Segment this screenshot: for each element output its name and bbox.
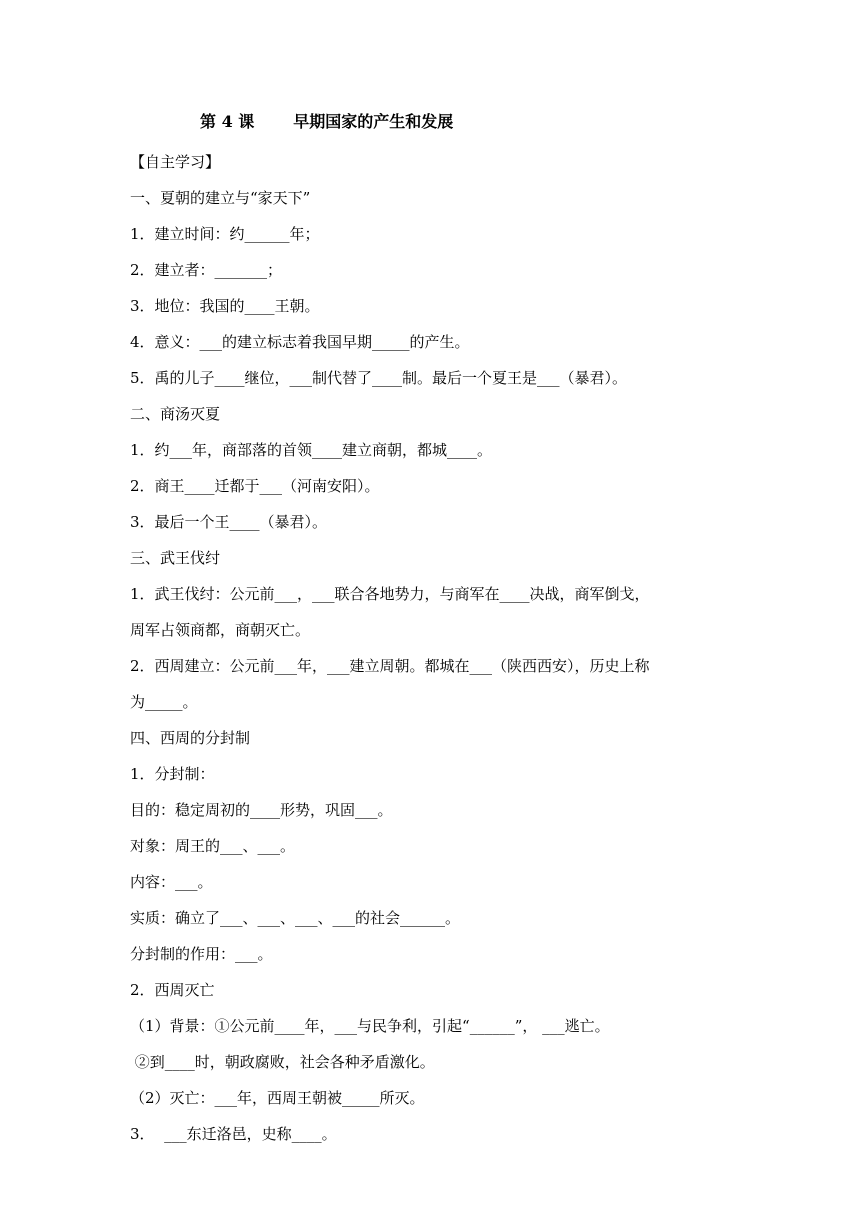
- text-line: 实质：确立了___、___、___、___的社会______。: [130, 909, 461, 927]
- text-line: 4．意义：___的建立标志着我国早期_____的产生。: [130, 333, 470, 351]
- section-heading: 四、西周的分封制: [130, 729, 251, 747]
- text-line: ②到____时，朝政腐败，社会各种矛盾激化。: [130, 1053, 435, 1071]
- text-line: 2．西周建立：公元前___年，___建立周朝。都城在___（陕西西安），历史上称: [130, 657, 650, 675]
- text-line: 1．武王伐纣：公元前___，___联合各地势力，与商军在____决战，商军倒戈，: [130, 585, 650, 603]
- document-body: [130, 144, 740, 1152]
- text-line: 3． ___东迁洛邑，史称____。: [130, 1125, 337, 1143]
- text-line: 2．建立者：_______；: [130, 261, 283, 279]
- text-line: 3．最后一个王____（暴君）。: [130, 513, 328, 531]
- text-line: 5．禹的儿子____继位，___制代替了____制。最后一个夏王是___（暴君）。: [130, 369, 628, 387]
- section-heading: 二、商汤灭夏: [130, 405, 221, 423]
- text-line: 内容：___。: [130, 873, 213, 891]
- text-line: 1．约___年，商部落的首领____建立商朝，都城____。: [130, 441, 493, 459]
- text-line: 2．商王____迁都于___（河南安阳）。: [130, 477, 380, 495]
- text-line: 3．地位：我国的____王朝。: [130, 297, 320, 315]
- text-line: 2．西周灭亡: [130, 981, 215, 999]
- text-line: 周军占领商都，商朝灭亡。: [130, 621, 311, 639]
- section-heading: 一、夏朝的建立与“家天下”: [130, 189, 311, 207]
- text-line: 分封制的作用：___。: [130, 945, 273, 963]
- text-line: 目的：稳定周初的____形势，巩固___。: [130, 801, 393, 819]
- text-line: 对象：周王的___、___。: [130, 837, 296, 855]
- text-line: 为_____。: [130, 693, 198, 711]
- text-line: （1）背景：①公元前____年，___与民争利，引起“______”， ___逃亡。: [130, 1017, 610, 1035]
- text-line: 1．分封制：: [130, 765, 215, 783]
- section-heading: 【自主学习】: [130, 153, 221, 171]
- text-line: （2）灭亡：___年，西周王朝被_____所灭。: [130, 1089, 425, 1107]
- section-heading: 三、武王伐纣: [130, 549, 221, 567]
- text-line: 1．建立时间：约______年；: [130, 225, 320, 243]
- lesson-title: 第 4 课 早期国家的产生和发展: [200, 112, 454, 131]
